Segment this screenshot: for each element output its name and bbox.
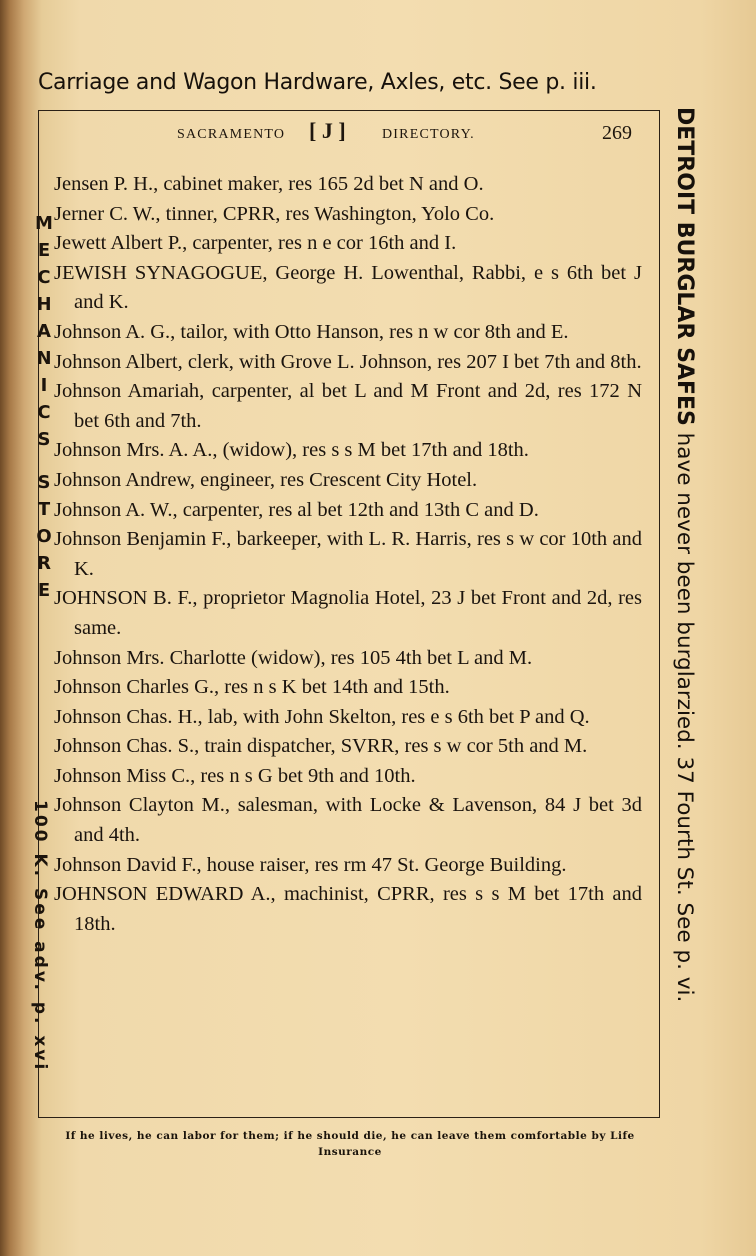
running-head (52, 118, 652, 152)
directory-entry: Jerner C. W., tinner, CPRR, res Washington, Yolo Co. (54, 202, 495, 225)
right-ad-rotated-text (668, 107, 700, 1127)
left-ad-letter (30, 453, 58, 469)
right-margin-advertisement (668, 107, 700, 1127)
directory-entry: Johnson A. G., tailor, with Otto Hanson, res n w cor 8th and E. (54, 320, 569, 343)
directory-entries (54, 170, 642, 939)
directory-entry: Jewett Albert P., carpenter, res n e cor 16th and I. (54, 232, 457, 255)
left-ad-letter: C (37, 267, 51, 288)
running-head-title: DIRECTORY. (382, 127, 475, 142)
left-ad-letter: E (37, 580, 51, 601)
right-ad-rest: have never been burglarzied. 37 Fourth St. See p. vi. (672, 425, 697, 1003)
running-head-city: SACRAMENTO (177, 127, 286, 142)
directory-entry: JOHNSON EDWARD A., machinist, CPRR, res s s M bet 17th and 18th. (54, 883, 642, 935)
left-ad-letter: N (36, 348, 52, 369)
directory-entry: Johnson Clayton M., salesman, with Locke & Lavenson, 84 J bet 3d and 4th. (54, 794, 642, 847)
directory-entry: Johnson Andrew, engineer, res Crescent City Hotel. (54, 468, 478, 491)
directory-entry: Johnson David F., house raiser, res rm 47 St. George Building. (54, 853, 567, 876)
running-head-letter: [ J ] (309, 118, 346, 143)
left-ad-letter: H (36, 294, 52, 315)
left-ad-letter: S (37, 429, 51, 450)
left-ad-letter: C (37, 402, 51, 423)
directory-entry: Johnson Chas. H., lab, with John Skelton, res e s 6th bet P and Q. (54, 705, 590, 728)
directory-entry: Johnson Mrs. A. A., (widow), res s s M bet 17th and 18th. (54, 439, 529, 462)
left-ad-letter: I (40, 375, 48, 396)
left-margin-advertisement (30, 210, 58, 1073)
directory-entry: Johnson Amariah, carpenter, al bet L and M Front and 2d, res 172 N bet 6th and 7th. (54, 380, 642, 432)
directory-entry: Johnson Mrs. Charlotte (widow), res 105 4th bet L and M. (54, 646, 533, 669)
directory-entry: Jensen P. H., cabinet maker, res 165 2d bet N and O. (54, 173, 484, 195)
page-frame-bottom-rule (38, 1117, 660, 1118)
left-ad-letter: T (37, 499, 51, 520)
directory-entry: Johnson Benjamin F., barkeeper, with L. R. Harris, res s w cor 10th and K. (54, 528, 642, 580)
directory-entry: JOHNSON B. F., proprietor Magnolia Hotel, 23 J bet Front and 2d, res same. (54, 587, 642, 639)
left-ad-letter: O (36, 526, 52, 547)
left-ad-letter: S (37, 472, 51, 493)
left-ad-letter: M (35, 213, 53, 234)
directory-entry: Johnson Chas. S., train dispatcher, SVRR, res s w cor 5th and M. (54, 735, 588, 758)
top-advertisement: Carriage and Wagon Hardware, Axles, etc. See p. iii. (38, 70, 597, 95)
directory-entry: Johnson Miss C., res n s G bet 9th and 10th. (54, 764, 416, 787)
left-ad-letter: A (37, 321, 51, 342)
directory-entry: Johnson Albert, clerk, with Grove L. Johnson, res 207 I bet 7th and 8th. (54, 350, 642, 373)
left-ad-letter: R (37, 553, 51, 574)
directory-entry: Johnson Charles G., res n s K bet 14th and 15th. (54, 676, 450, 699)
left-ad-rotated-text: 100 K. See adv. p. xvi (30, 800, 50, 1073)
left-ad-stacked-text (30, 210, 58, 604)
page-number: 269 (602, 122, 632, 144)
right-ad-bold: DETROIT BURGLAR SAFES (672, 107, 697, 426)
footer-insurance-line: If he lives, he can labor for them; if he should die, he can leave them comfortable by Life Insurance (65, 1130, 635, 1158)
directory-entry: JEWISH SYNAGOGUE, George H. Lowenthal, Rabbi, e s 6th bet J and K. (54, 261, 642, 314)
directory-entry: Johnson A. W., carpenter, res al bet 12th and 13th C and D. (54, 498, 539, 521)
left-ad-letter: E (37, 240, 51, 261)
